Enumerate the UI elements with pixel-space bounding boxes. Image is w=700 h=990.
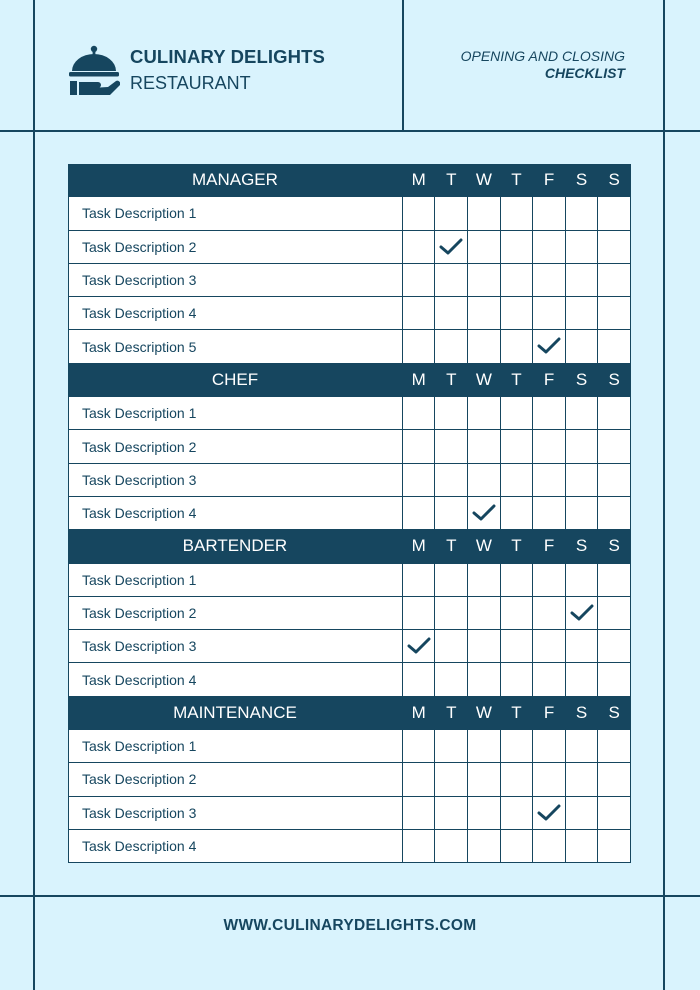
day-checkbox[interactable]: [598, 231, 631, 264]
day-checkbox[interactable]: [403, 330, 436, 363]
day-checkbox[interactable]: [403, 597, 436, 630]
day-checkbox[interactable]: [403, 564, 436, 597]
day-checkbox[interactable]: [468, 497, 501, 530]
day-checkbox[interactable]: [403, 297, 436, 330]
day-header: W: [468, 164, 501, 197]
section-title: BARTENDER: [68, 530, 403, 563]
day-checkbox[interactable]: [533, 231, 566, 264]
section-header: [68, 364, 631, 397]
brand-name: CULINARY DELIGHTS: [130, 46, 325, 67]
day-checkbox[interactable]: [403, 264, 436, 297]
day-header: T: [501, 364, 534, 397]
day-checkbox[interactable]: [468, 330, 501, 363]
day-checkbox[interactable]: [566, 297, 599, 330]
day-checkbox[interactable]: [468, 564, 501, 597]
day-header: S: [566, 697, 599, 730]
day-checkbox[interactable]: [468, 197, 501, 230]
day-header: S: [598, 164, 631, 197]
day-checkbox[interactable]: [435, 330, 468, 363]
task-label: Task Description 4: [68, 497, 403, 530]
checkmark-icon: [407, 635, 431, 657]
day-checkbox[interactable]: [501, 464, 534, 497]
day-checkbox[interactable]: [403, 430, 436, 463]
day-header: F: [533, 364, 566, 397]
day-checkbox[interactable]: [435, 663, 468, 696]
day-checkbox[interactable]: [435, 264, 468, 297]
day-checkbox[interactable]: [566, 264, 599, 297]
day-checkbox[interactable]: [468, 231, 501, 264]
day-checkbox[interactable]: [501, 564, 534, 597]
cloche-hand-icon: [68, 43, 120, 97]
document-title: [461, 48, 625, 82]
day-header: T: [435, 364, 468, 397]
day-checkbox[interactable]: [403, 763, 436, 796]
task-row: [68, 197, 631, 230]
day-checkbox[interactable]: [468, 797, 501, 830]
day-checkbox[interactable]: [468, 597, 501, 630]
day-checkbox[interactable]: [403, 497, 436, 530]
day-checkbox[interactable]: [533, 264, 566, 297]
website-url: WWW.CULINARYDELIGHTS.COM: [223, 917, 477, 934]
day-header: S: [598, 364, 631, 397]
day-checkbox[interactable]: [598, 464, 631, 497]
day-checkbox[interactable]: [468, 430, 501, 463]
day-checkbox[interactable]: [435, 497, 468, 530]
day-checkbox[interactable]: [598, 763, 631, 796]
day-checkbox[interactable]: [403, 630, 436, 663]
day-header: S: [566, 530, 599, 563]
day-checkbox[interactable]: [403, 797, 436, 830]
checkmark-icon: [472, 502, 496, 524]
task-row: [68, 763, 631, 796]
day-checkbox[interactable]: [403, 397, 436, 430]
task-row: [68, 264, 631, 297]
task-label: Task Description 5: [68, 330, 403, 363]
day-checkbox[interactable]: [566, 830, 599, 863]
day-checkbox[interactable]: [501, 264, 534, 297]
day-checkbox[interactable]: [566, 763, 599, 796]
frame-line-header-divider: [402, 0, 404, 131]
day-checkbox[interactable]: [566, 564, 599, 597]
section-header: [68, 697, 631, 730]
day-checkbox[interactable]: [566, 430, 599, 463]
day-checkbox[interactable]: [435, 830, 468, 863]
day-checkbox[interactable]: [501, 830, 534, 863]
day-checkbox[interactable]: [468, 630, 501, 663]
day-checkbox[interactable]: [598, 264, 631, 297]
day-checkbox[interactable]: [533, 630, 566, 663]
section-title: MANAGER: [68, 164, 403, 197]
day-checkbox[interactable]: [435, 797, 468, 830]
task-row: [68, 397, 631, 430]
day-checkbox[interactable]: [501, 597, 534, 630]
day-checkbox[interactable]: [435, 231, 468, 264]
day-checkbox[interactable]: [468, 830, 501, 863]
day-header: W: [468, 364, 501, 397]
day-checkbox[interactable]: [501, 497, 534, 530]
task-label: Task Description 3: [68, 464, 403, 497]
task-label: Task Description 2: [68, 430, 403, 463]
day-checkbox[interactable]: [501, 630, 534, 663]
day-header: T: [435, 530, 468, 563]
day-checkbox[interactable]: [435, 630, 468, 663]
day-checkbox[interactable]: [598, 330, 631, 363]
document-title-line-2: CHECKLIST: [544, 65, 625, 81]
day-checkbox[interactable]: [435, 564, 468, 597]
day-checkbox[interactable]: [533, 330, 566, 363]
day-checkbox[interactable]: [435, 464, 468, 497]
day-header: T: [501, 530, 534, 563]
day-checkbox[interactable]: [598, 797, 631, 830]
day-checkbox[interactable]: [501, 231, 534, 264]
day-checkbox[interactable]: [468, 464, 501, 497]
day-checkbox[interactable]: [435, 430, 468, 463]
task-label: Task Description 3: [68, 630, 403, 663]
day-checkbox[interactable]: [566, 464, 599, 497]
day-checkbox[interactable]: [533, 763, 566, 796]
task-label: Task Description 2: [68, 763, 403, 796]
section-title: MAINTENANCE: [68, 697, 403, 730]
day-checkbox[interactable]: [501, 730, 534, 763]
document-title-line-1: OPENING AND CLOSING: [460, 48, 625, 64]
day-header: T: [435, 164, 468, 197]
frame-line-footer-top: [0, 895, 700, 897]
task-label: Task Description 3: [68, 264, 403, 297]
day-checkbox[interactable]: [501, 397, 534, 430]
task-label: Task Description 1: [68, 564, 403, 597]
task-label: Task Description 3: [68, 797, 403, 830]
brand-subtitle: RESTAURANT: [130, 73, 251, 93]
day-checkbox[interactable]: [598, 497, 631, 530]
day-checkbox[interactable]: [598, 564, 631, 597]
day-checkbox[interactable]: [501, 330, 534, 363]
day-checkbox[interactable]: [468, 297, 501, 330]
day-checkbox[interactable]: [435, 597, 468, 630]
day-header: F: [533, 530, 566, 563]
day-checkbox[interactable]: [533, 297, 566, 330]
checklist-table: [68, 164, 631, 863]
task-row: [68, 231, 631, 264]
day-checkbox[interactable]: [435, 397, 468, 430]
day-checkbox[interactable]: [403, 663, 436, 696]
task-label: Task Description 1: [68, 730, 403, 763]
day-checkbox[interactable]: [403, 231, 436, 264]
day-checkbox[interactable]: [566, 397, 599, 430]
task-row: [68, 330, 631, 363]
day-checkbox[interactable]: [501, 763, 534, 796]
day-checkbox[interactable]: [598, 630, 631, 663]
frame-line-header-bottom: [0, 130, 700, 132]
day-checkbox[interactable]: [403, 730, 436, 763]
day-checkbox[interactable]: [403, 830, 436, 863]
day-checkbox[interactable]: [598, 397, 631, 430]
checkmark-icon: [537, 335, 561, 357]
task-row: [68, 564, 631, 597]
day-header: T: [435, 697, 468, 730]
day-checkbox[interactable]: [435, 297, 468, 330]
task-label: Task Description 2: [68, 597, 403, 630]
day-header: M: [403, 164, 436, 197]
task-row: [68, 663, 631, 696]
day-checkbox[interactable]: [533, 430, 566, 463]
task-label: Task Description 4: [68, 663, 403, 696]
day-checkbox[interactable]: [598, 297, 631, 330]
section-header: [68, 164, 631, 197]
task-row: [68, 430, 631, 463]
day-checkbox[interactable]: [435, 763, 468, 796]
day-checkbox[interactable]: [533, 830, 566, 863]
day-checkbox[interactable]: [468, 663, 501, 696]
task-row: [68, 497, 631, 530]
day-checkbox[interactable]: [533, 397, 566, 430]
section-header: [68, 530, 631, 563]
day-checkbox[interactable]: [533, 797, 566, 830]
day-checkbox[interactable]: [598, 663, 631, 696]
day-checkbox[interactable]: [533, 497, 566, 530]
day-checkbox[interactable]: [468, 264, 501, 297]
day-checkbox[interactable]: [501, 430, 534, 463]
day-header: S: [598, 697, 631, 730]
day-checkbox[interactable]: [566, 630, 599, 663]
task-row: [68, 597, 631, 630]
day-checkbox[interactable]: [468, 730, 501, 763]
task-label: Task Description 2: [68, 231, 403, 264]
day-checkbox[interactable]: [566, 231, 599, 264]
task-row: [68, 797, 631, 830]
task-row: [68, 830, 631, 863]
task-row: [68, 730, 631, 763]
day-header: F: [533, 164, 566, 197]
day-checkbox[interactable]: [566, 330, 599, 363]
task-row: [68, 297, 631, 330]
day-header: M: [403, 530, 436, 563]
day-header: M: [403, 364, 436, 397]
day-checkbox[interactable]: [566, 797, 599, 830]
day-checkbox[interactable]: [566, 597, 599, 630]
day-header: W: [468, 530, 501, 563]
day-checkbox[interactable]: [598, 730, 631, 763]
day-checkbox[interactable]: [566, 663, 599, 696]
day-checkbox[interactable]: [598, 197, 631, 230]
checkmark-icon: [570, 602, 594, 624]
day-checkbox[interactable]: [533, 663, 566, 696]
day-checkbox[interactable]: [533, 730, 566, 763]
day-header: F: [533, 697, 566, 730]
task-label: Task Description 1: [68, 197, 403, 230]
task-label: Task Description 1: [68, 397, 403, 430]
day-checkbox[interactable]: [566, 497, 599, 530]
day-checkbox[interactable]: [435, 730, 468, 763]
day-header: T: [501, 697, 534, 730]
day-checkbox[interactable]: [533, 197, 566, 230]
day-checkbox[interactable]: [403, 197, 436, 230]
task-row: [68, 630, 631, 663]
task-label: Task Description 4: [68, 830, 403, 863]
day-checkbox[interactable]: [533, 464, 566, 497]
day-checkbox[interactable]: [501, 297, 534, 330]
checkmark-icon: [439, 236, 463, 258]
frame-line-right: [663, 0, 665, 990]
task-label: Task Description 4: [68, 297, 403, 330]
day-checkbox[interactable]: [533, 564, 566, 597]
day-checkbox[interactable]: [533, 597, 566, 630]
day-header: S: [598, 530, 631, 563]
day-checkbox[interactable]: [566, 730, 599, 763]
checkmark-icon: [537, 802, 561, 824]
section-title: CHEF: [68, 364, 403, 397]
day-checkbox[interactable]: [598, 597, 631, 630]
day-checkbox[interactable]: [501, 797, 534, 830]
day-header: T: [501, 164, 534, 197]
day-checkbox[interactable]: [468, 763, 501, 796]
day-checkbox[interactable]: [566, 197, 599, 230]
day-header: S: [566, 164, 599, 197]
day-checkbox[interactable]: [598, 430, 631, 463]
day-header: W: [468, 697, 501, 730]
day-checkbox[interactable]: [501, 197, 534, 230]
frame-line-left: [33, 0, 35, 990]
day-header: M: [403, 697, 436, 730]
day-checkbox[interactable]: [468, 397, 501, 430]
day-header: S: [566, 364, 599, 397]
day-checkbox[interactable]: [501, 663, 534, 696]
day-checkbox[interactable]: [598, 830, 631, 863]
day-checkbox[interactable]: [435, 197, 468, 230]
task-row: [68, 464, 631, 497]
day-checkbox[interactable]: [403, 464, 436, 497]
